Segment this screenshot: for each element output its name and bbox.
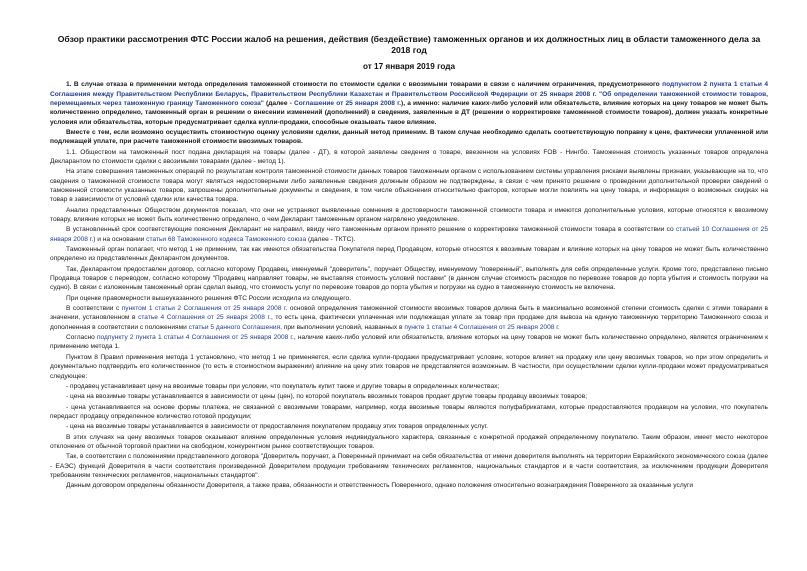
paragraph-text: Согласно — [66, 334, 97, 342]
paragraph-text: 1. В случае отказа в применении метода определения таможенной стоимости по стоимости сделки с ввозимыми товарами в связи с наличием ограничения, предусмотренного — [66, 81, 663, 89]
paragraph-18 — [50, 452, 768, 480]
paragraph-text: (далее - ТКТС). — [306, 235, 356, 243]
paragraph-text: Пунктом 8 Правил применения метода 1 установлено, что метод 1 не применяется, если сделка купли-продажи предусматривает условие, которое влияет на продажу или цену ввозимых товаров, но при этом определить и документально подтвердить его количественное (то есть в стоимостном выражении) влияние на цену этих товаров не представляется возможным. В частности, при осуществлении сделки купли-продажи может предусматриваться следующее: — [50, 353, 768, 380]
paragraph-text: 1.1. Обществом на таможенный пост подана декларация на товары (далее - ДТ), в которой заявлены сведения о товаре, ввезенном на условиях FOB - Нингбо. Таможенная стоимость указанных товаров определена Декларантом по стоимости сделки с ввозимыми товарами (далее - метод 1). — [50, 148, 768, 165]
list-item — [50, 403, 768, 422]
paragraph-text: (далее - — [263, 99, 294, 107]
paragraph-6 — [50, 225, 768, 244]
paragraph-text: основой определения таможенной стоимости ввозимых товаров должна быть в максимально возможной степени стоимость сделки с этими товарами в значении, установленном в — [50, 305, 769, 322]
paragraph-text: Вместе с тем, если возможно осуществить стоимостную оценку условиям сделки, данный метод применим. В таком случае необходимо сделать соответствующую поправку к цене, фактически уплаченной или подлежащей уплате, при расчете таможенной стоимости ввозимых товаров. — [50, 128, 768, 146]
paragraph-text: , наличие каких-либо условий или обязательств, влияние которых на цену товаров не может быть количественно определено, является ограничением к применению метода 1. — [50, 334, 768, 351]
paragraph-text: - цена устанавливается на основе формы платежа, не связанной с ввозимыми товарами, например, когда ввозимые товары являются полуфабрикатами, которые предоставляются продавцом на условии, что покупатель передаст продавцу определенное количество готовой продукции; — [50, 403, 768, 420]
list-item — [50, 382, 768, 391]
paragraph-9 — [50, 294, 768, 303]
paragraph-text: Так, в соответствии с положениями представленного договора "Доверитель поручает, а Поверенный принимает на себя обязательства от имени доверителя выполнять на территории Евразийского экономического союза (далее - ЕАЭС) функций Доверителя в части соответствия произведенной Доверителем продукции требованиям технических регламентов, национальных стандартов и в части соответствия, за исключением продукции Доверителя требованиям технических регламентов, национальных стандартов". — [50, 453, 768, 479]
paragraph-text: Так, Декларантом предоставлен договор, согласно которому Продавец, именуемый "доверитель", поручает Обществу, именуемому "поверенный", выполнять для себя определенные услуги. Кроме того, представлено письмо Продавца товаров с переводом, согласно которому "Продавец направляет товары, не выставляя стоимость условий поставки" (в данном случае стоимость расходов по перевозке товаров до порта убытия и стоимость погрузки на судно). В связи с изложенным таможенный орган сделал вывод, что стоимость услуг по перевозке товаров до порта убытия и погрузки на судно в таможенную стоимость не включена. — [50, 265, 768, 292]
paragraph-text: - продавец устанавливает цену на ввозимые товары при условии, что покупатель купит также и другие товары в определенных количествах; — [66, 382, 500, 390]
paragraph-3 — [50, 148, 768, 167]
paragraph-text: ) и на основании — [93, 235, 147, 243]
link-agreement-subparagraph-2[interactable]: подпунктом 2 пункта 1 статьи 4 Соглашения между Правительством Республики Беларусь, Правительством Республики Казахстан и Правительством Российской Федерации от 25 января 2008 г. "Об определении таможенной стоимости товаров, перемещаемых через таможенную границу Таможенного союза" — [50, 81, 768, 107]
link-article-2-paragraph-1[interactable]: пунктом 1 статьи 2 Соглашения от 25 января 2008 г. — [121, 305, 288, 313]
paragraph-text: - цена на ввозимые товары устанавливается в зависимости от цены (цен), по которой покупатель ввозимых товаров продает другие товары продавцу ввозимых товаров; — [66, 393, 588, 401]
link-article-5-agreement[interactable]: статьи 5 данного Соглашения — [188, 323, 281, 331]
paragraph-text: Таможенный орган полагает, что метод 1 не применим, так как имеются обязательства Покупателя перед Продавцом, которые относятся к ввозимым товарам и влияние которых на цену товаров не может быть количественно определено из представленных Декларантом документов. — [50, 246, 768, 263]
paragraph-8 — [50, 265, 768, 293]
document-date: от 17 января 2019 года — [362, 62, 456, 72]
document-title: Обзор практики рассмотрения ФТС России жалоб на решения, действия (бездействие) таможенных органов и их должностных лиц в области таможенного дела за 2018 год — [57, 34, 761, 55]
link-article-68-customs-code[interactable]: статьи 68 Таможенного кодекса Таможенного союза — [146, 235, 307, 243]
paragraph-text: , то есть цена, фактически уплаченная или подлежащая уплате за товар при продаже для вывоза на единую таможенную территорию Таможенного союза и дополненная в соответствии с положениями — [50, 314, 769, 331]
paragraph-text: При оценке правомерности вышеуказанного решения ФТС России исходила из следующего. — [66, 294, 352, 302]
paragraph-17 — [50, 433, 768, 452]
paragraph-text: В этих случаях на цену ввозимых товаров оказывают влияние определенные условия индивидуального характера, связанные с конкретной продажей определенному покупателю. Таким образом, имеет место некоторое отклонение от обычной торговой практики на свободном, конкурентном рынке соответствующих товаров. — [50, 433, 768, 450]
paragraph-text: Анализ представленных Обществом документов показал, что они не устраняют выявленные сомнения в достоверности таможенной стоимости товара и имеются дополнительные условия, которые относятся к ввозимому товару, влияние которых не может быть количественно определено, о чем Декларант таможенным органом нагрвлено уведомление. — [50, 206, 768, 223]
paragraph-text: - цена на ввозимые товары устанавливается в зависимости от предоставления покупателем продавцу этих товаров определенных услуг. — [66, 423, 488, 431]
paragraph-4 — [50, 167, 768, 204]
paragraph-19 — [50, 481, 768, 490]
paragraph-2 — [50, 128, 768, 147]
link-article-10-agreement[interactable]: статьей 10 Соглашения от 25 января 2008 г. — [50, 226, 768, 243]
paragraph-text: , при выполнении условий, названных в — [280, 323, 405, 331]
list-item — [50, 422, 768, 431]
paragraph-5 — [50, 206, 768, 225]
link-article-4-paragraph-1[interactable]: пункте 1 статьи 4 Соглашения от 25 января 2008 г. — [404, 323, 560, 331]
paragraph-10 — [50, 304, 768, 332]
paragraph-12 — [50, 353, 768, 381]
paragraph-text: На этапе совершения таможенных операций по результатам контроля таможенной стоимости данных товаров таможенным органом с использованием системы управления рисками выявлены признаки, указывающие на то, что сведения о таможенной стоимости товара могут являться недостоверными либо заявленные сведения должным образом не подтверждены, в связи с чем принято решение о проведении дополнительной проверки сведений о таможенной стоимости указанных товаров, запрошены дополнительные документы и сведения, в том числе объяснения относительно факторов, которые могли повлиять на цену товара, и информация о возможных скидках на товар в зависимости от условий сделки или качества товара. — [50, 168, 768, 204]
link-subparagraph-2-article-4[interactable]: подпункту 2 пункта 1 статьи 4 Соглашения от 25 января 2008 г. — [96, 334, 294, 342]
link-article-4-agreement[interactable]: статье 4 Соглашения от 25 января 2008 г. — [138, 314, 271, 322]
paragraph-text: В соответствии с — [66, 305, 122, 313]
paragraph-1 — [50, 80, 768, 127]
paragraph-text: Данным договором определены обязанности Доверителя, а также права, обязанности и ответственность Поверенного, однако положения относительно вознаграждения Поверенного за оказанные услуги — [66, 482, 694, 490]
list-item — [50, 392, 768, 401]
paragraph-text: ), а именно: наличие каких-либо условий или обязательств, влияние которых на цену товаров не может быть количественно определено, таможенный орган в решении о внесении изменений (дополнений) в сведения, заявленные в ДТ (решении о корректировке таможенной стоимости товаров), должен указать конкретные условия или обязательства, которые предусматривает сделка купли-продажи, способные оказывать такое влияние. — [50, 99, 768, 126]
paragraph-text: В установленный срок соответствующие пояснения Декларант не направил, ввиду чего таможенным органом принято решение о корректировке таможенной стоимости товара в соответствии со — [66, 226, 676, 234]
document — [50, 34, 768, 491]
paragraph-11 — [50, 333, 768, 352]
link-agreement-2008[interactable]: Соглашение от 25 января 2008 г. — [293, 99, 402, 107]
paragraph-7 — [50, 245, 768, 264]
